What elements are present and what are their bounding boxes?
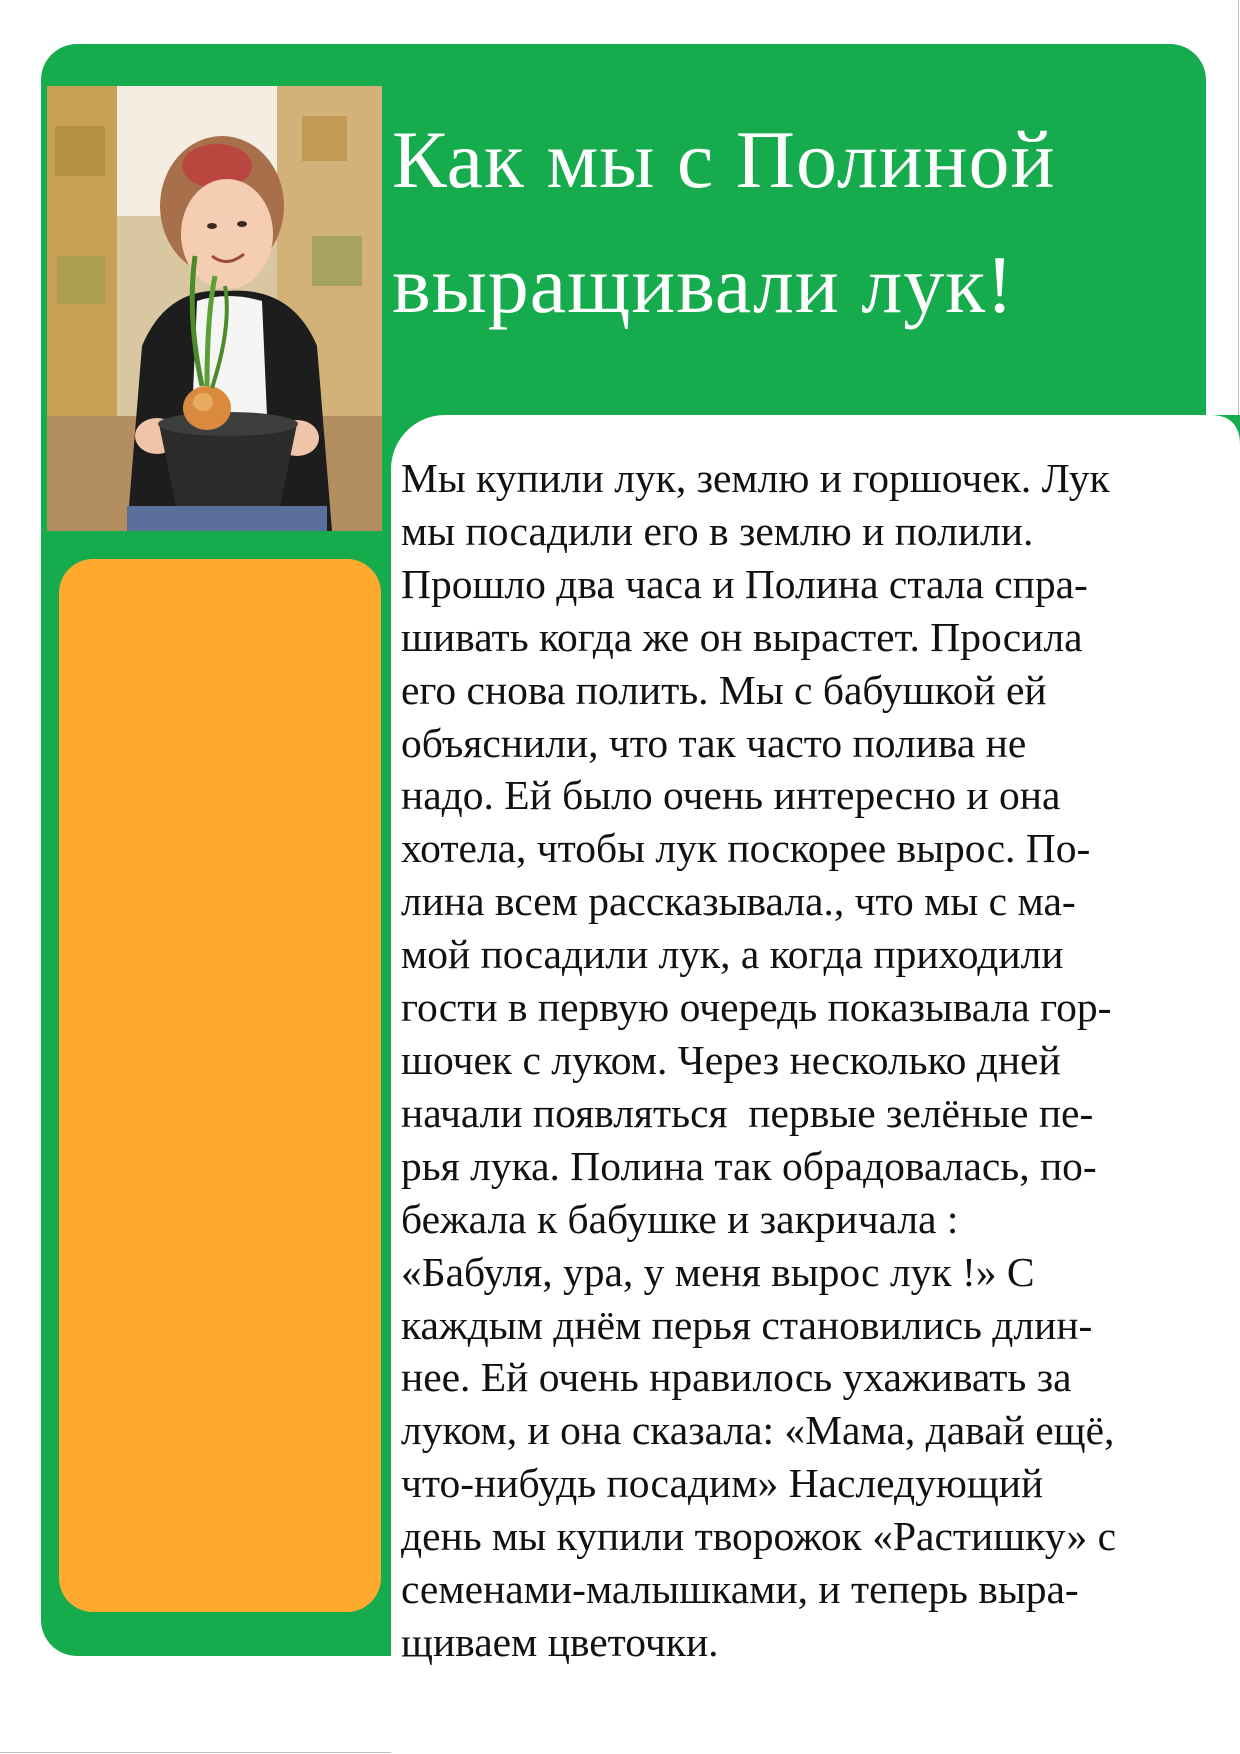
story-line: Мы купили лук, землю и горшочек. Лук bbox=[401, 455, 1110, 501]
story-line: гости в первую очередь показывала гор- bbox=[401, 984, 1112, 1031]
story-line: день мы купили творожок «Растишку» с bbox=[401, 1513, 1117, 1560]
story-line: что-нибудь посадим» Наследующий bbox=[401, 1460, 1044, 1507]
story-line: лина всем рассказывала., что мы с ма- bbox=[401, 878, 1076, 925]
story-line: «Бабуля, ура, у меня вырос лук !» С bbox=[401, 1248, 1035, 1295]
story-line: его снова полить. Мы с бабушкой ей bbox=[401, 666, 1047, 713]
story-text bbox=[401, 452, 1201, 1669]
title-line-2: выращивали лук! bbox=[392, 238, 1015, 330]
page-title bbox=[392, 112, 1192, 334]
story-line: щиваем цветочки. bbox=[401, 1618, 719, 1665]
photo-illustration bbox=[47, 86, 382, 531]
story-line: мы посадили его в землю и полили. bbox=[401, 507, 1034, 554]
story-line: начали появляться первые зелёные пе- bbox=[401, 1089, 1094, 1136]
title-line-1: Как мы с Полиной bbox=[392, 114, 1056, 205]
story-line: рья лука. Полина так обрадовалась, по- bbox=[401, 1142, 1097, 1189]
story-line: Прошло два часа и Полина стала спра- bbox=[401, 560, 1088, 607]
story-line: каждым днём перья становились длин- bbox=[401, 1301, 1093, 1348]
story-line: надо. Ей было очень интересно и она bbox=[401, 772, 1061, 819]
photo-girl-with-onion bbox=[47, 86, 382, 531]
story-line: хотела, чтобы лук поскорее вырос. По- bbox=[401, 825, 1091, 872]
story-line: нее. Ей очень нравилось ухаживать за bbox=[401, 1354, 1072, 1401]
story-line: луком, и она сказала: «Мама, давай ещё, bbox=[401, 1407, 1115, 1454]
story-line: бежала к бабушке и закричала : bbox=[401, 1195, 959, 1242]
panel-corner bbox=[1190, 415, 1240, 445]
story-line: семенами-малышками, и теперь выра- bbox=[401, 1566, 1079, 1613]
orange-decorative-box bbox=[59, 559, 381, 1612]
story-line: объяснили, что так часто полива не bbox=[401, 719, 1027, 766]
story-line: шочек с луком. Через несколько дней bbox=[401, 1036, 1061, 1083]
story-line: мой посадили лук, а когда приходили bbox=[401, 931, 1064, 978]
story-line: шивать когда же он вырастет. Просила bbox=[401, 613, 1083, 660]
